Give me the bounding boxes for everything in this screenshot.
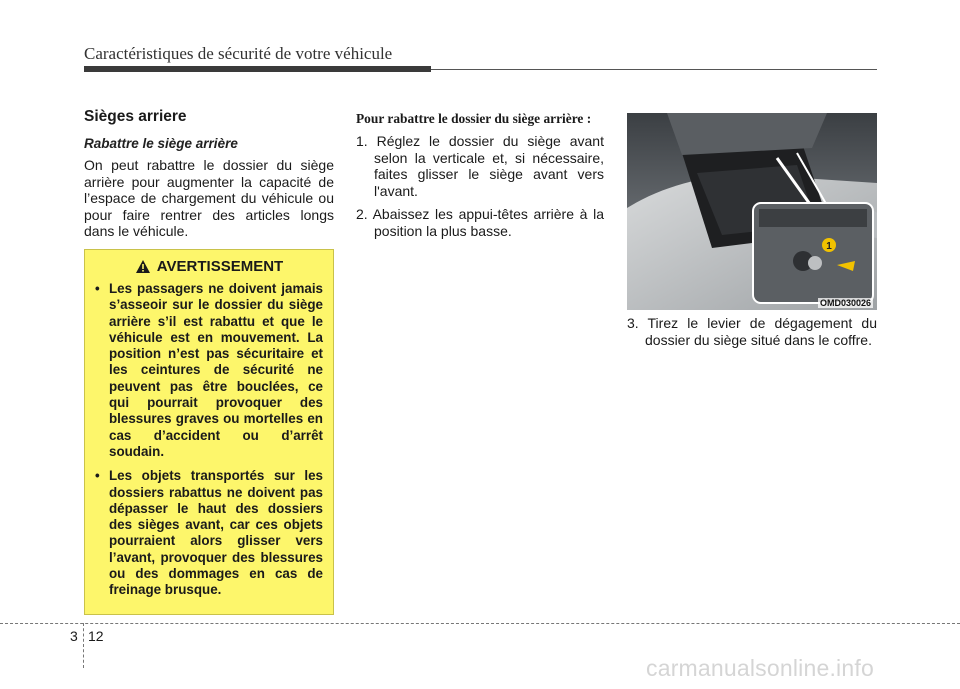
footer-rule <box>0 623 960 624</box>
warning-heading-text: AVERTISSEMENT <box>156 258 284 275</box>
warning-box <box>84 249 334 615</box>
warning-triangle-icon <box>135 259 151 274</box>
section-title: Sièges arriere <box>84 108 187 125</box>
warning-heading <box>95 258 323 275</box>
chapter-number: 3 <box>70 628 78 644</box>
warning-item: • Les passagers ne doivent jamais s’asseoir sur le dossier du siège arrière s’il est rabattu et que le véhicule est en mouvement. La position n’est pas sécuritaire et les ceintures de sécurité ne peuvent pas être bouclées, ce qui pourrait provoquer des blessures graves ou mortelles en cas d’accident ou d’arrêt soudain. <box>95 281 323 460</box>
page-number: 12 <box>88 628 104 644</box>
warning-list <box>95 281 323 599</box>
trunk-illustration <box>627 113 877 310</box>
photo-caption: OMD030026 <box>819 298 871 308</box>
trunk-photo <box>627 113 877 310</box>
column-middle <box>356 111 604 246</box>
procedure-step-3: 3. Tirez le levier de dégagement du dossier du siège situé dans le coffre. <box>627 315 877 348</box>
procedure-step-1: 1. Réglez le dossier du siège avant selon la verticale et, si nécessaire, faites glisser le siège avant vers l'avant. <box>356 133 604 199</box>
section-subtitle: Rabattre le siège arrière <box>84 136 238 151</box>
page-header-title: Caractéristiques de sécurité de votre véhicule <box>84 44 393 63</box>
column-right <box>627 315 877 355</box>
column-left <box>84 108 334 240</box>
procedure-step-2: 2. Abaissez les appui-têtes arrière à la position la plus basse. <box>356 206 604 239</box>
header-rule-thin <box>431 69 877 71</box>
callout-number: 1 <box>826 241 832 252</box>
header-rule-thick <box>84 66 431 72</box>
procedure-heading: Pour rabattre le dossier du siège arrière : <box>356 111 592 126</box>
warning-item: • Les objets transportés sur les dossiers rabattus ne doivent pas dépasser le haut des dossiers des sièges avant, car ces objets pourraient alors glisser vers l’avant, provoquer des blessures ou des dommages en cas de freinage brusque. <box>95 468 323 598</box>
intro-paragraph: On peut rabattre le dossier du siège arrière pour augmenter la capacité de l’espace de chargement du véhicule ou pour faire rentrer des articles longs dans le véhicule. <box>84 157 334 239</box>
footer-divider <box>83 623 84 668</box>
watermark: carmanualsonline.info <box>646 655 874 681</box>
